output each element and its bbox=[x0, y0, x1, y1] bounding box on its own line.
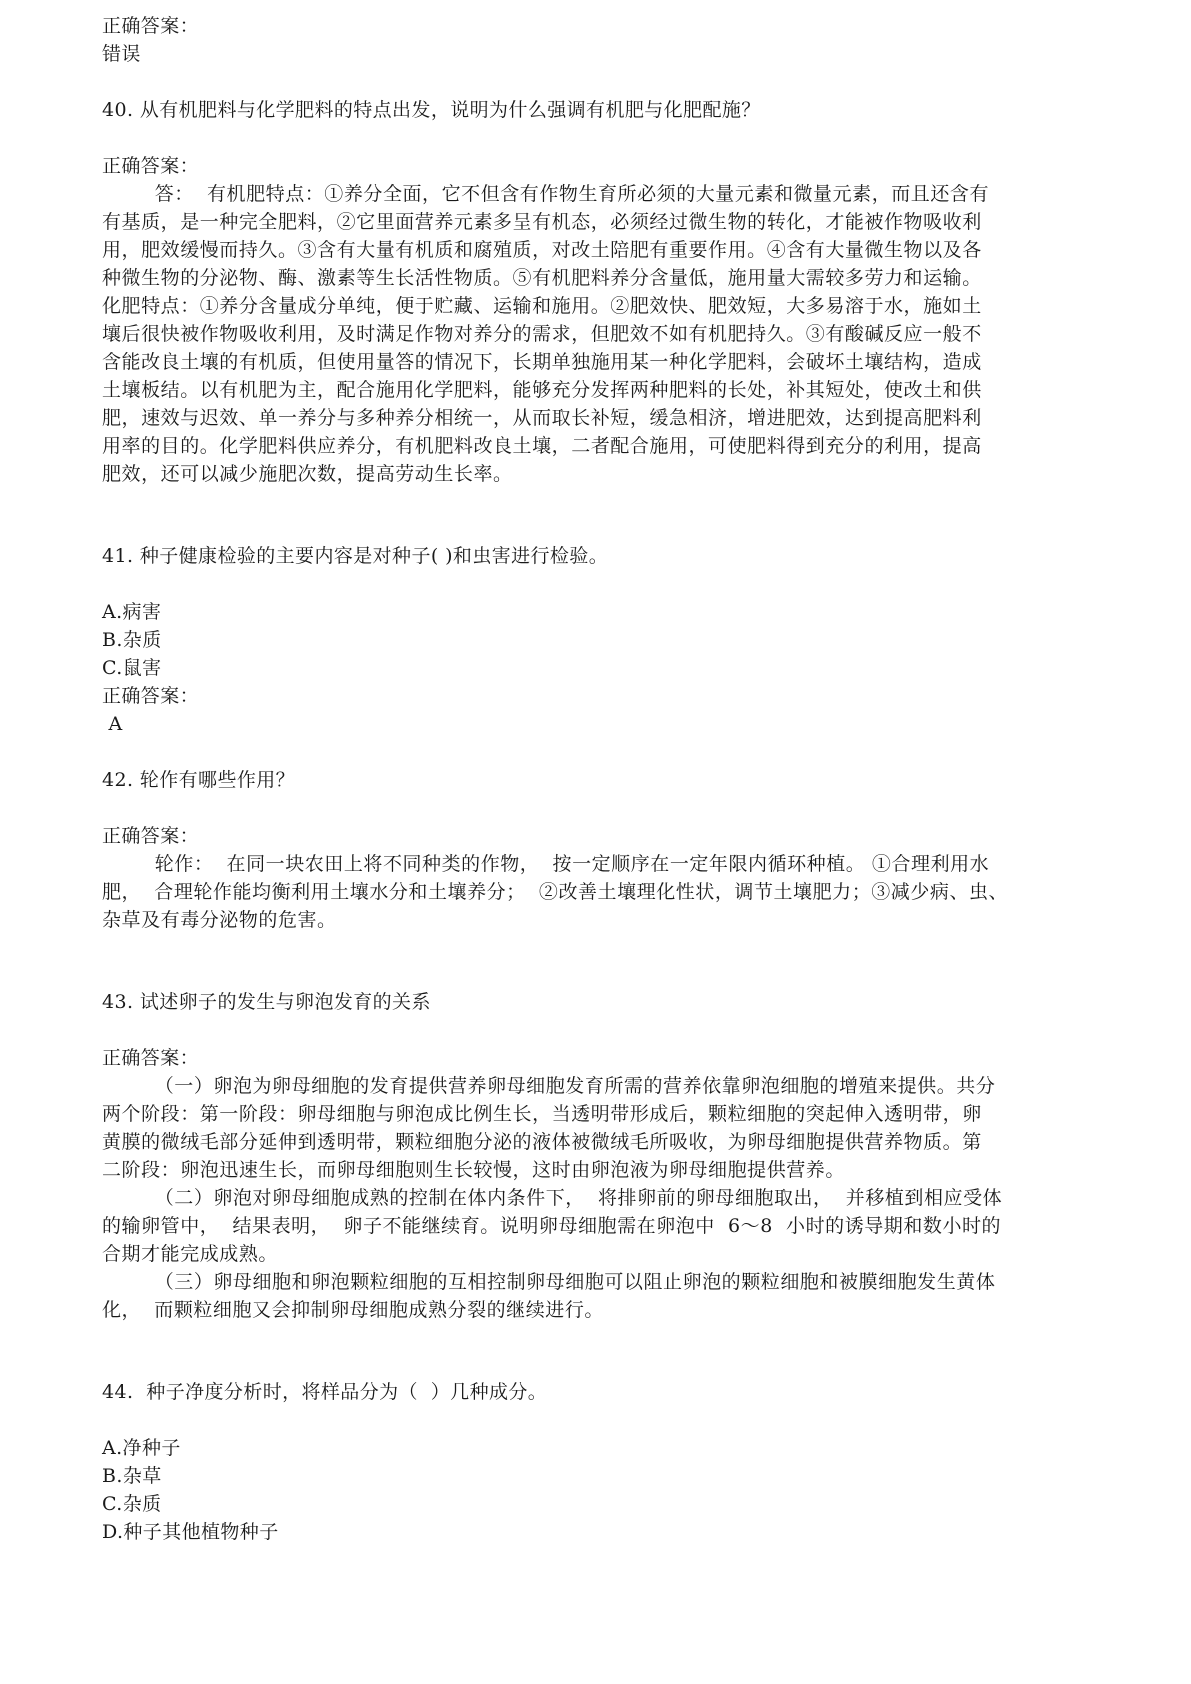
prev-answer-label: 正确答案： bbox=[102, 15, 200, 37]
q41-question: 41. 种子健康检验的主要内容是对种子( )和虫害进行检验。 bbox=[102, 545, 609, 567]
q41-answer-value: A bbox=[102, 713, 123, 735]
q43-answer-line: 二阶段：卵泡迅速生长，而卵母细胞则生长较慢，这时由卵泡液为卵母细胞提供营养。 bbox=[102, 1159, 845, 1181]
q40-answer-line: 有基质，是一种完全肥料，②它里面营养元素多呈有机态，必须经过微生物的转化，才能被作物吸收利 bbox=[102, 211, 982, 233]
q43-answer-line: （一）卵泡为卵母细胞的发育提供营养卵母细胞发育所需的营养依靠卵泡细胞的增殖来提供。共分 bbox=[102, 1075, 996, 1097]
q44-option-a: A.净种子 bbox=[102, 1437, 181, 1459]
q43-answer-line: 两个阶段：第一阶段：卵母细胞与卵泡成比例生长，当透明带形成后，颗粒细胞的突起伸入透明带，卵 bbox=[102, 1103, 982, 1125]
q40-question: 40. 从有机肥料与化学肥料的特点出发，说明为什么强调有机肥与化肥配施？ bbox=[102, 99, 761, 121]
prev-answer-value: 错误 bbox=[102, 43, 141, 65]
q40-answer-line: 肥效，还可以减少施肥次数，提高劳动生长率。 bbox=[102, 463, 513, 485]
q40-answer-line: 种微生物的分泌物、酶、激素等生长活性物质。⑤有机肥料养分含量低，施用量大需较多劳力和运输。 bbox=[102, 267, 982, 289]
q40-answer-line: 用，肥效缓慢而持久。③含有大量有机质和腐殖质，对改土陪肥有重要作用。④含有大量微生物以及各 bbox=[102, 239, 982, 261]
q44-question: 44. 种子净度分析时，将样品分为（ ）几种成分。 bbox=[102, 1381, 548, 1403]
q43-answer-line: 的输卵管中， 结果表明， 卵子不能继续育。说明卵母细胞需在卵泡中 6～8 小时的诱导期和数小时的 bbox=[102, 1215, 1002, 1237]
q43-answer-line: （二）卵泡对卵母细胞成熟的控制在体内条件下， 将排卵前的卵母细胞取出， 并移植到相应受体 bbox=[102, 1187, 1003, 1209]
q40-answer-line: 土壤板结。以有机肥为主，配合施用化学肥料，能够充分发挥两种肥料的长处，补其短处，使改土和供 bbox=[102, 379, 982, 401]
q40-answer-line: 用率的目的。化学肥料供应养分，有机肥料改良土壤，二者配合施用，可使肥料得到充分的利用，提高 bbox=[102, 435, 982, 457]
q42-answer-line: 杂草及有毒分泌物的危害。 bbox=[102, 909, 337, 931]
q41-option-a: A.病害 bbox=[102, 601, 162, 623]
q40-answer-line: 含能改良土壤的有机质，但使用量答的情况下，长期单独施用某一种化学肥料，会破坏土壤结构，造成 bbox=[102, 351, 982, 373]
q42-question: 42. 轮作有哪些作用？ bbox=[102, 769, 296, 791]
q43-answer-line: 合期才能完成成熟。 bbox=[102, 1243, 278, 1265]
q43-answer-line: 化， 而颗粒细胞又会抑制卵母细胞成熟分裂的继续进行。 bbox=[102, 1299, 604, 1321]
q42-answer-line: 轮作： 在同一块农田上将不同种类的作物， 按一定顺序在一定年限内循环种植。 ①合理利用水 bbox=[102, 853, 990, 875]
q43-question: 43. 试述卵子的发生与卵泡发育的关系 bbox=[102, 991, 431, 1013]
q41-option-b: B.杂质 bbox=[102, 629, 162, 651]
q41-answer-label: 正确答案： bbox=[102, 685, 200, 707]
q40-answer-line: 答： 有机肥特点：①养分全面，它不但含有作物生育所必须的大量元素和微量元素，而且还含有 bbox=[102, 183, 989, 205]
q43-answer-line: 黄膜的微绒毛部分延伸到透明带，颗粒细胞分泌的液体被微绒毛所吸收，为卵母细胞提供营养物质。第 bbox=[102, 1131, 982, 1153]
q43-answer-label: 正确答案： bbox=[102, 1047, 200, 1069]
q42-answer-line: 肥， 合理轮作能均衡利用土壤水分和土壤养分； ②改善土壤理化性状，调节土壤肥力；③减少病、虫、 bbox=[102, 881, 1009, 903]
q44-option-c: C.杂质 bbox=[102, 1493, 162, 1515]
q40-answer-line: 化肥特点：①养分含量成分单纯，便于贮藏、运输和施用。②肥效快、肥效短，大多易溶于水，施如土 bbox=[102, 295, 982, 317]
q40-answer-line: 壤后很快被作物吸收利用，及时满足作物对养分的需求，但肥效不如有机肥持久。③有酸碱反应一般不 bbox=[102, 323, 982, 345]
q44-option-d: D.种子其他植物种子 bbox=[102, 1521, 279, 1543]
q44-option-b: B.杂草 bbox=[102, 1465, 162, 1487]
q41-option-c: C.鼠害 bbox=[102, 657, 162, 679]
q42-answer-label: 正确答案： bbox=[102, 825, 200, 847]
q40-answer-line: 肥，速效与迟效、单一养分与多种养分相统一，从而取长补短，缓急相济，增进肥效，达到提高肥料利 bbox=[102, 407, 982, 429]
q40-answer-label: 正确答案： bbox=[102, 155, 200, 177]
q43-answer-line: （三）卵母细胞和卵泡颗粒细胞的互相控制卵母细胞可以阻止卵泡的颗粒细胞和被膜细胞发生黄体 bbox=[102, 1271, 996, 1293]
